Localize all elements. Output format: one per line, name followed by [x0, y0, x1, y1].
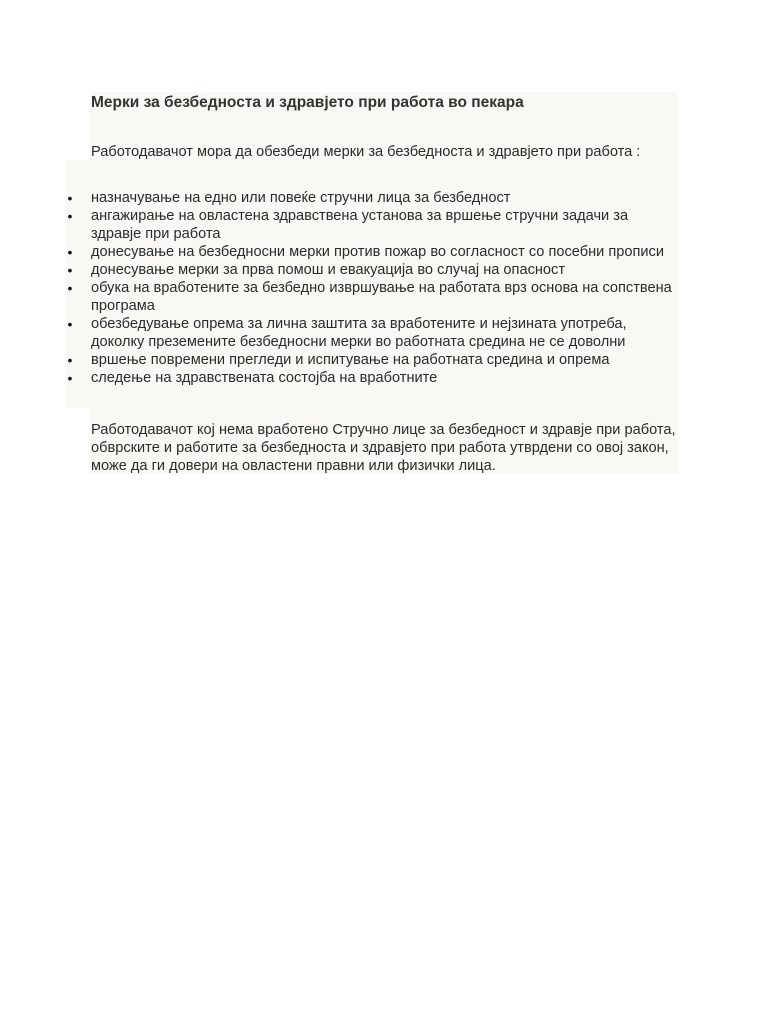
- list-item: [66, 243, 678, 261]
- bullet-icon: •: [67, 208, 73, 224]
- list-item-text: обука на вработените за безбедно извршување на работата врз основа на сопствена програма: [91, 280, 672, 314]
- list-item: [66, 207, 678, 243]
- list-item: [66, 189, 678, 207]
- list-item-text: донесување на безбедносни мерки против пожар во согласност со посебни прописи: [91, 244, 664, 260]
- bullet-icon: •: [67, 352, 73, 368]
- intro-paragraph: Работодавачот мора да обезбеди мерки за безбедноста и здравјето при работа :: [91, 144, 641, 160]
- list-item-text: ангажирање на овластена здравствена установа за вршење стручни задачи за здравје при работа: [91, 208, 629, 242]
- list-item: [66, 369, 678, 387]
- bullet-icon: •: [67, 190, 73, 206]
- list-item-text: донесување мерки за прва помош и евакуација во случај на опасност: [91, 262, 566, 278]
- list-item: [66, 261, 678, 279]
- list-item-text: вршење повремени прегледи и испитување на работната средина и опрема: [91, 352, 610, 368]
- measures-list: [66, 189, 678, 387]
- list-item: [66, 279, 678, 315]
- list-item-text: следење на здравствената состојба на вработните: [91, 370, 438, 386]
- document-title: Мерки за безбедноста и здравјето при работа во пекара: [91, 94, 524, 111]
- list-item: [66, 351, 678, 369]
- list-item-text: назначување на едно или повеќе стручни лица за безбедност: [91, 190, 511, 206]
- list-item: [66, 315, 678, 351]
- closing-paragraph: Работодавачот кој нема вработено Стручно лице за безбедност и здравје при работа, обврските и работите за безбедноста и здравјето при работа утврдени со овој закон, може да ги довери на овластени правни или физички лица.: [91, 422, 676, 474]
- bullet-icon: •: [67, 316, 73, 332]
- bullet-icon: •: [67, 244, 73, 260]
- list-item-text: обезбедување опрема за лична заштита за вработените и нејзината употреба, доколку преземените безбедносни мерки во работната средина не се доволни: [91, 316, 627, 350]
- bullet-icon: •: [67, 262, 73, 278]
- bullet-icon: •: [67, 280, 73, 296]
- bullet-icon: •: [67, 370, 73, 386]
